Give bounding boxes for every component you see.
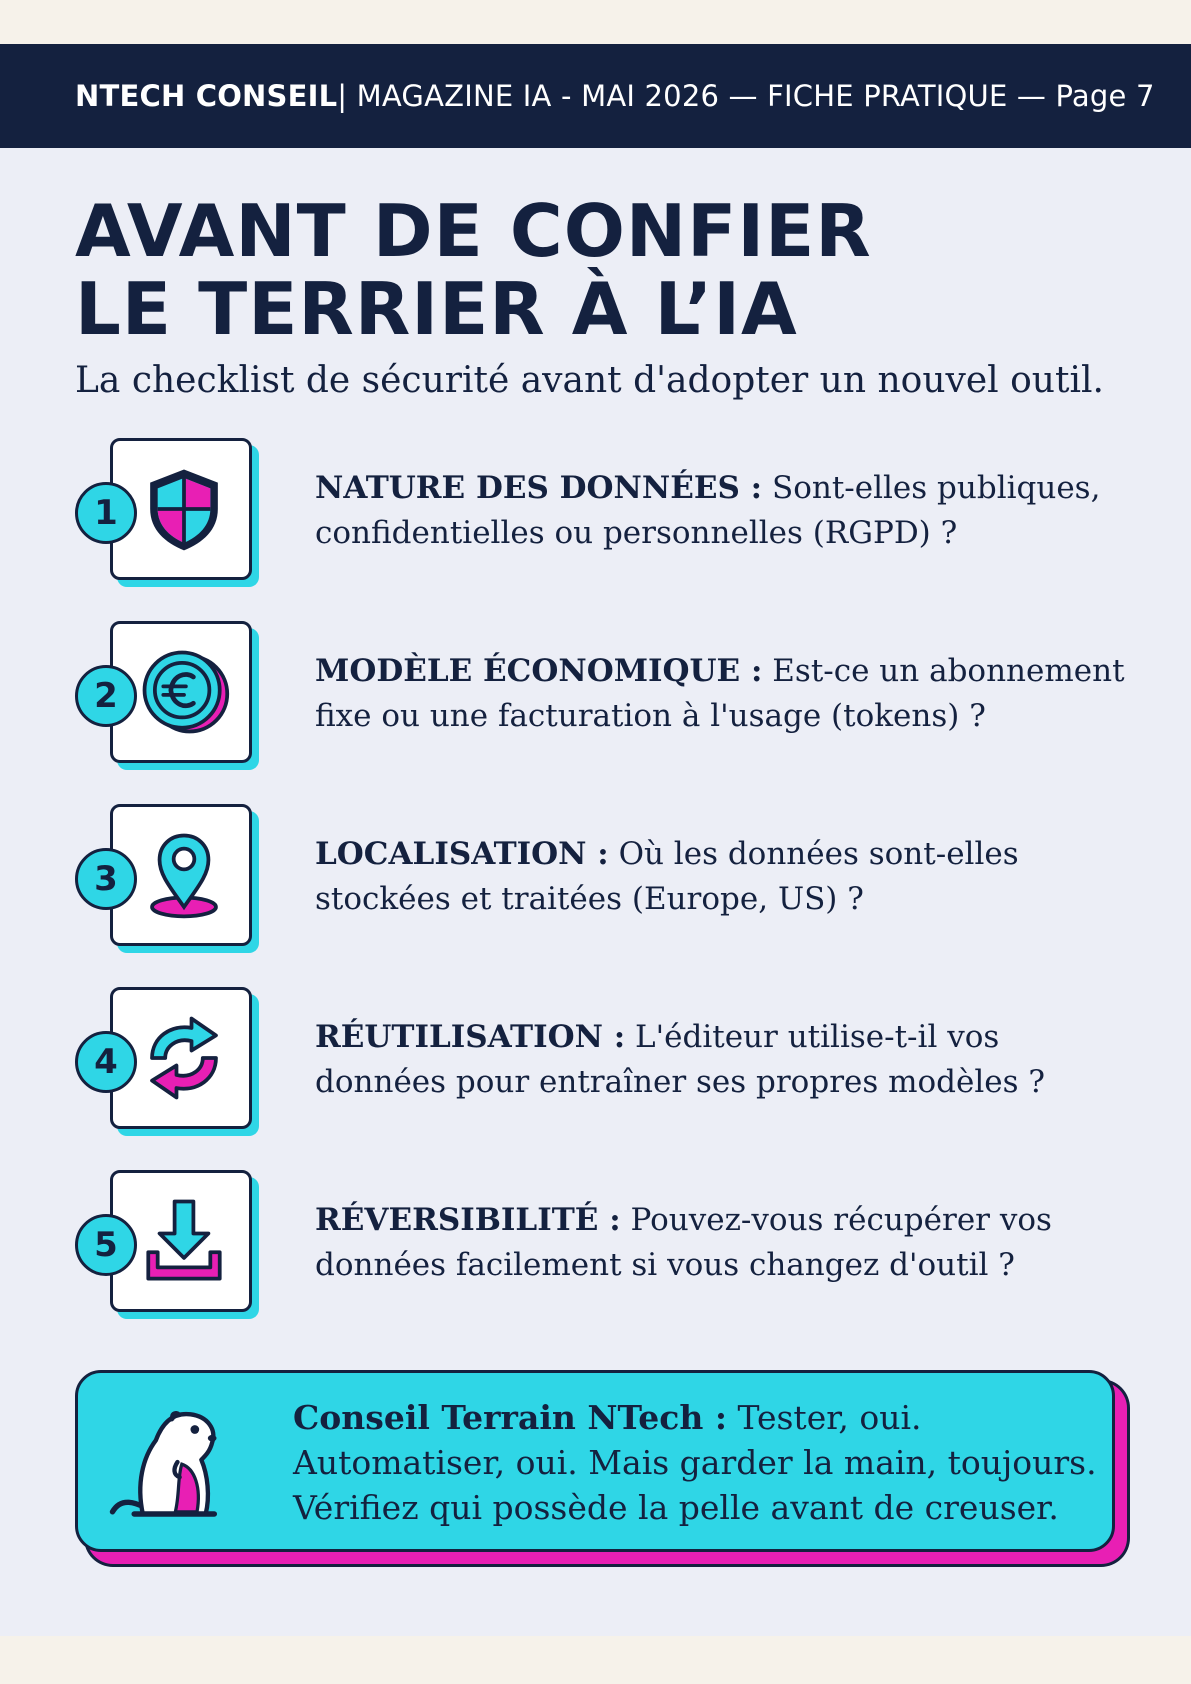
checklist-item-reversibility [75,1170,1135,1320]
download-icon [137,1194,231,1288]
checklist-item-heading: LOCALISATION : [315,836,609,872]
checklist-item-body: Sont-elles publiques, confidentielles ou personnelles (RGPD) ? [315,470,1101,551]
marmot-icon [106,1397,236,1527]
step-number-badge: 3 [75,848,137,910]
refresh-arrows-icon [137,1011,231,1105]
magazine-page [0,44,1191,1636]
checklist-item-body: Est-ce un abonnement fixe ou une facturation à l'usage (tokens) ? [315,653,1125,734]
tip-text [293,1395,1103,1530]
checklist-item-text [315,1198,1135,1288]
checklist-item-body: L'éditeur utilise-t-il vos données pour entraîner ses propres modèles ? [315,1019,1046,1100]
checklist-item-business-model [75,621,1135,771]
page-subtitle: La checklist de sécurité avant d'adopter un nouvel outil. [75,360,1104,401]
step-number-badge: 5 [75,1214,137,1276]
page-title-line-2: LE TERRIER À L’IA [75,267,798,351]
shield-icon [137,462,231,556]
checklist-item-text [315,1015,1135,1105]
checklist-item-text [315,649,1135,739]
tip-body: Tester, oui. Automatiser, oui. Mais garder la main, toujours. Vérifiez qui possède la pelle avant de creuser. [293,1398,1097,1527]
checklist-item-heading: MODÈLE ÉCONOMIQUE : [315,653,763,689]
checklist-item-data-nature [75,438,1135,588]
checklist-item-text [315,466,1135,556]
step-number-badge: 4 [75,1031,137,1093]
checklist-item-body: Pouvez-vous récupérer vos données facilement si vous changez d'outil ? [315,1202,1052,1283]
step-number-badge: 1 [75,482,137,544]
tip-heading: Conseil Terrain NTech : [293,1398,728,1437]
checklist-item-reuse [75,987,1135,1137]
location-pin-icon [137,828,231,922]
checklist-item-body: Où les données sont-elles stockées et traitées (Europe, US) ? [315,836,1019,917]
euro-coin-icon [137,645,231,739]
checklist-item-localisation [75,804,1135,954]
page-title [75,189,872,351]
header-issue-info: | MAGAZINE IA - MAI 2026 — FICHE PRATIQUE — Page 7 [337,79,1155,113]
checklist-item-heading: NATURE DES DONNÉES : [315,470,763,506]
step-number-badge: 2 [75,665,137,727]
checklist-item-heading: RÉUTILISATION : [315,1019,626,1055]
checklist-item-heading: RÉVERSIBILITÉ : [315,1202,621,1238]
checklist-item-text [315,832,1135,922]
page-title-line-1: AVANT DE CONFIER [75,189,872,273]
header-bar [0,44,1191,148]
field-tip-box [75,1370,1115,1552]
header-brand: NTECH CONSEIL [75,79,338,113]
